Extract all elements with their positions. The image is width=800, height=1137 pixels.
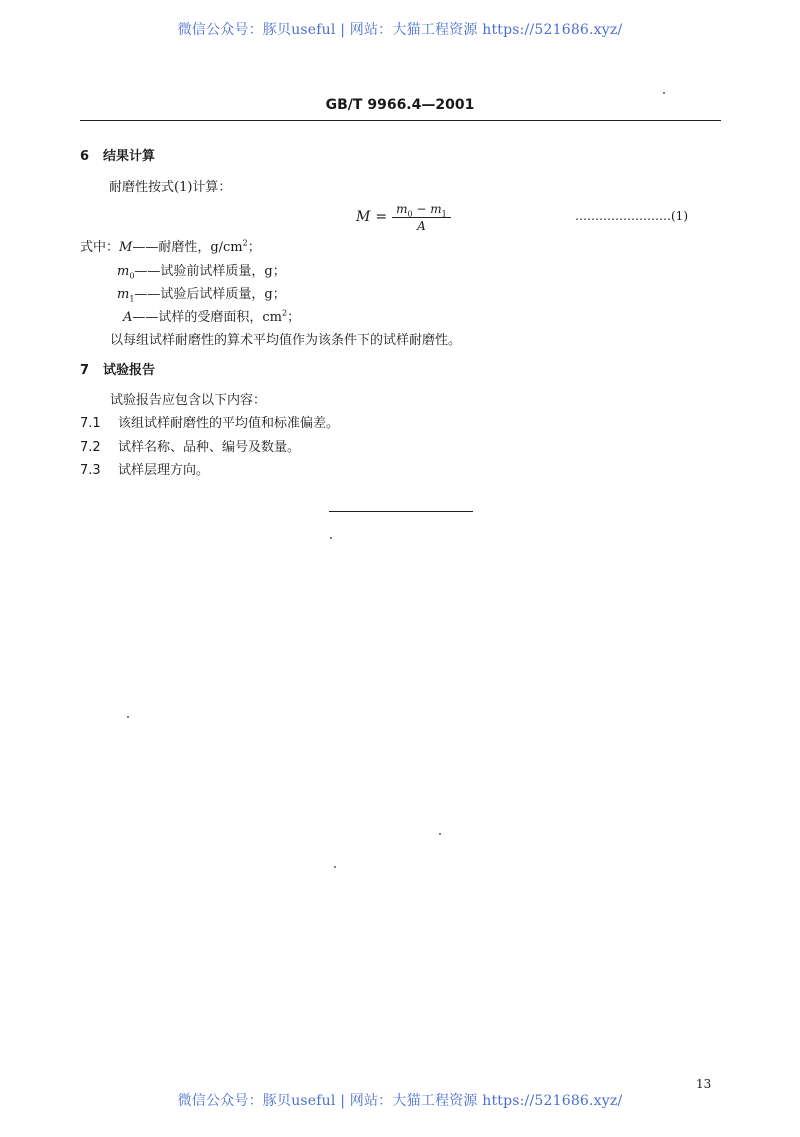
formula-fraction [392,201,451,234]
report-item-7-2: 7.2 试样名称、品种、编号及数量。 [80,440,301,455]
wear-resistance-formula [356,199,451,235]
standard-number-header: GB/T 9966.4—2001 [325,97,475,113]
section-7-intro: 试验报告应包含以下内容： [110,393,267,408]
formula-equals: = [375,209,388,225]
section-6-conclusion: 以每组试样耐磨性的算术平均值作为该条件下的试样耐磨性。 [110,333,462,348]
scan-speck [330,537,332,539]
scan-speck [127,716,129,718]
formula-denominator: A [417,218,426,233]
formula-numerator: $m_0 - m_1$ [392,201,451,218]
watermark-top: 微信公众号：豚贝useful | 网站：大猫工程资源 https://521686.xyz/ [177,22,623,38]
section-7-number: 7 [80,363,90,378]
page-number: 13 [696,1077,712,1091]
section-6-title: 结果计算 [103,149,156,164]
report-item-7-1: 7.1 该组试样耐磨性的平均值和标准偏差。 [80,416,340,431]
header-rule [80,120,721,121]
section-7-title: 试验报告 [103,363,156,378]
definition-row-1: $m_0——$试验前试样质量，g； [117,264,286,281]
definition-row-3: A——试样的受磨面积，$cm^2$； [123,308,301,325]
report-item-7-3: 7.3 试样层理方向。 [80,463,210,478]
formula-equation-number: ……………………(1) [575,209,688,223]
scan-speck [663,92,665,94]
definition-row-2: $m_1——$试验后试样质量，g； [117,287,286,304]
section-7-heading [80,363,155,379]
section-6-heading [80,149,155,165]
formula-lhs: M [356,209,371,225]
scan-speck [439,833,441,835]
watermark-bottom: 微信公众号：豚贝useful | 网站：大猫工程资源 https://521686.xyz/ [177,1093,623,1109]
where-label: 式中： [80,240,120,255]
end-of-text-rule [329,511,473,512]
scan-speck [334,866,336,868]
section-6-number: 6 [80,149,90,164]
section-6-intro: 耐磨性按式(1)计算： [109,180,232,195]
definition-row-0: 式中：M——耐磨性，$g/cm^2$； [80,238,261,255]
